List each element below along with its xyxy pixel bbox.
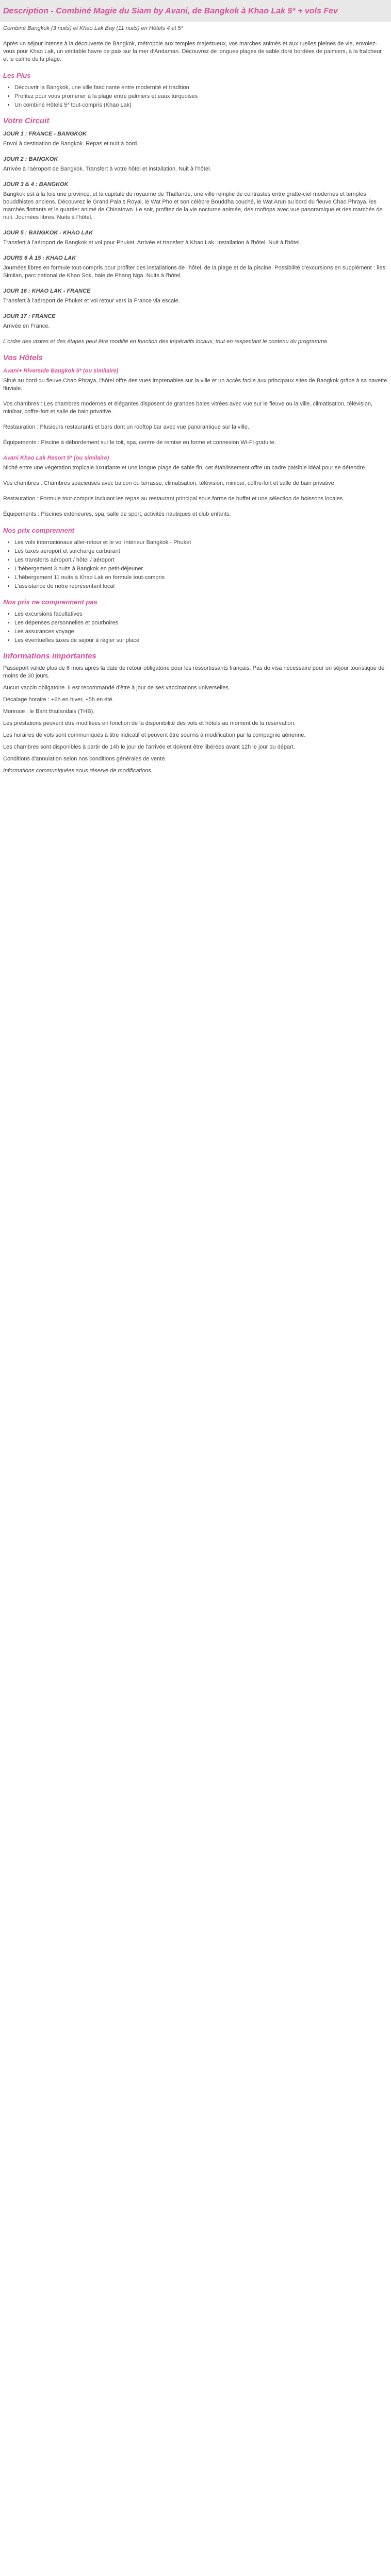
- prices-heading: Nos prix comprennent: [3, 527, 74, 534]
- day-title: JOUR 3 & 4 : BANGKOK: [3, 181, 69, 188]
- excluded-item: • Les dépenses personnelles et pourboires: [14, 619, 388, 627]
- hotel-paragraph: Situé au bord du fleuve Chao Phraya, l'hôtel offre des vues imprenables sur la ville et un accès facile aux principaux sites de Bangkok grâce à sa navette fluviale.: [3, 378, 387, 392]
- info-paragraph: Décalage horaire : +6h en hiver, +5h en été.: [3, 697, 114, 703]
- intro-summary: Combiné Bangkok (3 nuits) et Khao Lak Bay (11 nuits) en Hôtels 4 et 5*: [3, 25, 183, 31]
- day-text: Envol à destination de Bangkok. Repas et nuit à bord.: [3, 141, 139, 147]
- price-item: • Les vols internationaux aller-retour et le vol intérieur Bangkok - Phuket: [14, 539, 388, 547]
- excluded-item: • Les assurances voyage: [14, 628, 388, 636]
- intro-text: Après un séjour intense à la découverte de Bangkok, métropole aux temples majestueux, vos marches animés et aux ruelles pleines de vie, envolez-vous pour Khao Lak, un véritable havre de paix sur la mer d'Andaman. Découvrez de longues plages de sable doré bordées de palmiers, à la fraîcheur et le calme de la plage.: [3, 41, 382, 62]
- day-text: Arrivée à l'aéroport de Bangkok. Transfert à votre hôtel et installation. Nuit à l'hôtel.: [3, 166, 211, 172]
- info-heading: Informations importantes: [3, 652, 96, 660]
- day-title: JOUR 17 : FRANCE: [3, 313, 56, 319]
- hotel-paragraph: Équipements : Piscine à débordement sur le toit, spa, centre de remise en forme et connexion Wi-Fi gratuite.: [3, 439, 276, 446]
- circuit-heading: Votre Circuit: [3, 116, 50, 125]
- info-paragraph: Aucun vaccin obligatoire. Il est recommandé d'être à jour de ses vaccinations universelles.: [3, 685, 230, 691]
- info-paragraph: Conditions d'annulation selon nos conditions générales de vente.: [3, 756, 167, 762]
- hotel-paragraph: Restauration : Plusieurs restaurants et bars dont un rooftop bar avec vue panoramique sur la ville.: [3, 424, 249, 430]
- hotels-heading: Vos Hôtels: [3, 353, 43, 362]
- day-text: Bangkok est à la fois une province, et la capitale du royaume de Thaïlande, une ville remplie de contrastes entre gratte-ciel modernes et temples bouddhistes anciens. Découvrez le Grand Palais Royal, le Wat Pho et son célèbre Bouddha couché, le Wat Arun au bord du fleuve Chao Phraya, les marchés flottants et le quartier animé de Chinatown. Le soir, profitez de la vie nocturne animée, des rooftops avec vue panoramique et des marchés de nuit. Journées libres. Nuits à l'hôtel.: [3, 191, 383, 221]
- day-title: JOUR 1 : FRANCE - BANGKOK: [3, 131, 87, 137]
- hotel-paragraph: Niché entre une végétation tropicale luxuriante et une longue plage de sable fin, cet établissement offre un cadre paisible idéal pour se détendre.: [3, 465, 367, 471]
- hotel-title: Avani+ Riverside Bangkok 5* (ou similaire): [3, 368, 119, 374]
- day-text: Arrivée en France.: [3, 323, 50, 329]
- plus-list: [3, 84, 388, 109]
- plus-item: • Découvrir la Bangkok, une ville fascinante entre modernité et tradition: [14, 84, 388, 92]
- day-title: JOURS 6 À 15 : KHAO LAK: [3, 255, 76, 261]
- excluded-item: • Les excursions facultatives: [14, 611, 388, 618]
- main-content: [0, 22, 391, 775]
- info-notes: [3, 665, 388, 763]
- day-title: JOUR 2 : BANGKOK: [3, 156, 58, 162]
- plus-item: • Un combiné Hôtels 5* tout-compris (Khao Lak): [14, 101, 388, 109]
- day-text: Transfert à l'aéroport de Bangkok et vol pour Phuket. Arrivée et transfert à Khao Lak. Installation à l'hôtel. Nuit à l'hôtel.: [3, 240, 301, 246]
- page-title: Description - Combiné Magie du Siam by Avani, de Bangkok à Khao Lak 5* + vols Fev: [3, 7, 338, 15]
- plus-item: • Profitez pour vous promener à la plage entre palmiers et eaux turquoises: [14, 93, 388, 100]
- hotel-paragraph: Vos chambres : Les chambres modernes et élégantes disposent de grandes baies vitrées avec vue sur le fleuve ou la ville, climatisation, télévision, minibar, coffre-fort et salle de bain privative.: [3, 401, 372, 415]
- price-item: • Les transferts aéroport / hôtel / aéroport: [14, 556, 388, 564]
- page-banner: [0, 0, 391, 22]
- price-item: • L'assistance de notre représentant local: [14, 583, 388, 590]
- hotel-paragraph: Équipements : Piscines extérieures, spa, salle de sport, activités nautiques et club enfants.: [3, 511, 231, 517]
- excluded-heading: Nos prix ne comprennent pas: [3, 598, 97, 606]
- prices-list: [3, 539, 388, 590]
- hotel-paragraph: Vos chambres : Chambres spacieuses avec balcon ou terrasse, climatisation, télévision, minibar, coffre-fort et salle de bain privative.: [3, 480, 336, 486]
- hotel-title: Avani Khao Lak Resort 5* (ou similaire): [3, 455, 109, 461]
- hotel-paragraph: Restauration : Formule tout-compris incluant les repas au restaurant principal sous forme de buffet et une sélection de boissons locales.: [3, 496, 345, 502]
- hotel-section: [3, 454, 388, 518]
- hotel-section: [3, 367, 388, 447]
- price-item: • Les taxes aéroport et surcharge carburant: [14, 548, 388, 555]
- info-paragraph: Passeport valide plus de 6 mois après la date de retour obligatoire pour les ressortissants français. Pas de visa nécessaire pour un séjour touristique de moins de 30 jours.: [3, 665, 385, 679]
- excluded-item: • Les éventuelles taxes de séjour à régler sur place: [14, 637, 388, 645]
- circuit-note: L'ordre des visites et des étapes peut être modifié en fonction des impératifs locaux, tout en respectant le contenu du programme.: [3, 338, 329, 345]
- info-paragraph: Les horaires de vols sont communiqués à titre indicatif et peuvent être soumis à modification par la compagnie aérienne.: [3, 732, 306, 738]
- info-paragraph: Monnaie : le Baht thaïlandais (THB).: [3, 708, 95, 715]
- info-paragraph: Les chambres sont disponibles à partir de 14h le jour de l'arrivée et doivent être libérées avant 12h le jour du départ.: [3, 744, 295, 750]
- plus-heading: Les Plus: [3, 72, 31, 79]
- day-title: JOUR 16 : KHAO LAK - FRANCE: [3, 288, 91, 294]
- day-text: Transfert à l'aéroport de Phuket et vol retour vers la France via escale.: [3, 298, 180, 304]
- price-item: • L'hébergement 11 nuits à Khao Lak en formule tout-compris: [14, 574, 388, 582]
- info-paragraph: Les prestations peuvent être modifiées en fonction de la disponibilité des vols et hôtels au moment de la réservation.: [3, 720, 296, 726]
- circuit-days: [3, 130, 388, 330]
- info-footer: Informations communiquées sous réserve de modifications.: [3, 768, 153, 774]
- day-text: Journées libres en formule tout-compris pour profiter des installations de l'hôtel, de la plage et de la piscine. Possibilité d'excursions en supplément : îles Similan, parc national de Khao Sok, baie de Phang Nga. Nuits à l'hôtel.: [3, 265, 385, 279]
- price-item: • L'hébergement 3 nuits à Bangkok en petit-déjeuner: [14, 565, 388, 573]
- excluded-list: [3, 611, 388, 645]
- day-title: JOUR 5 : BANGKOK - KHAO LAK: [3, 230, 93, 236]
